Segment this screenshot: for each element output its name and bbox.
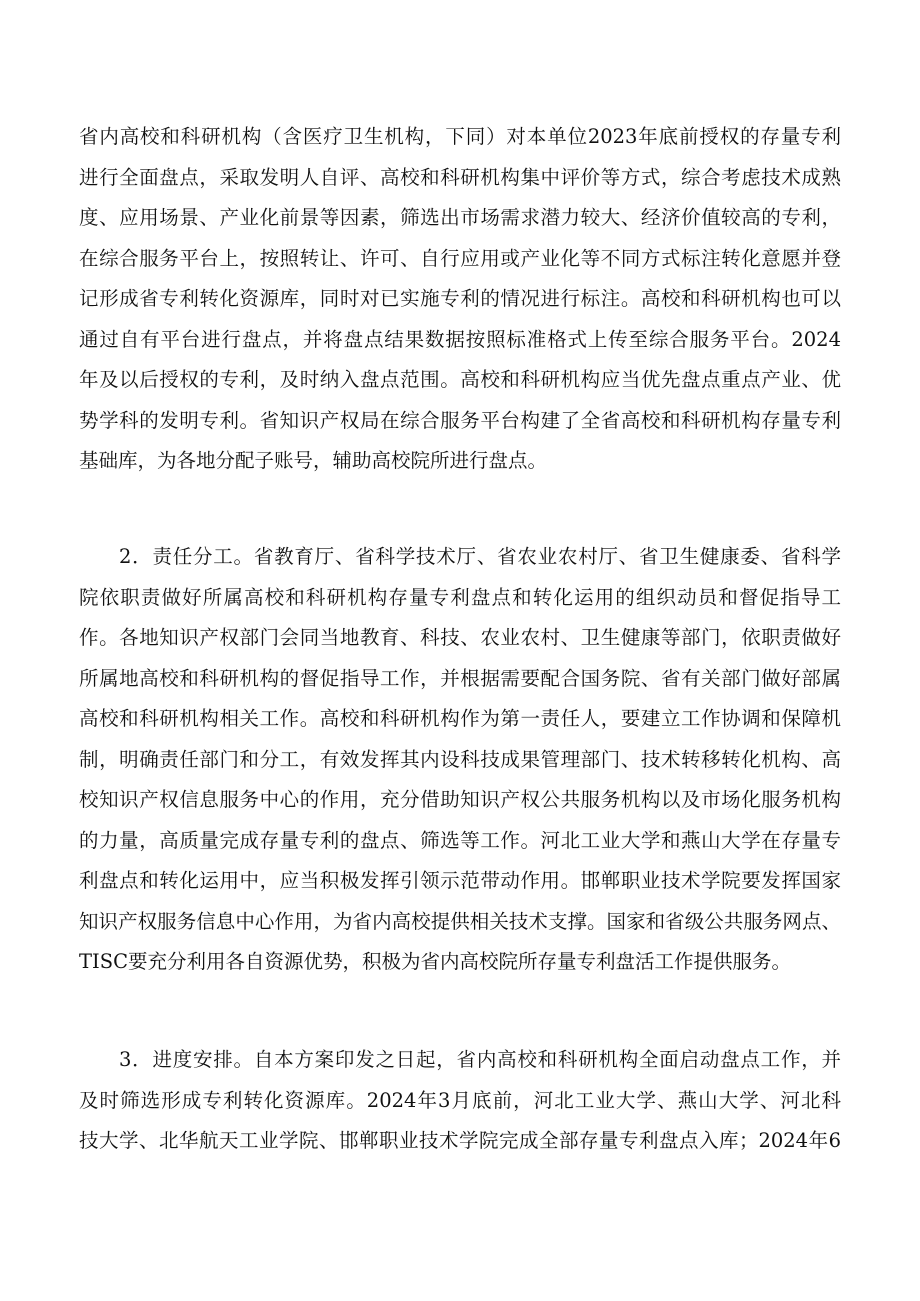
text-line: 通过自有平台进行盘点，并将盘点结果数据按照标准格式上传至综合服务平台。2024 [79,327,841,351]
paragraph-responsibility-division [79,537,841,983]
text-line: 利盘点和转化运用中，应当积极发挥引领示范带动作用。邯郸职业技术学院要发挥国家 [79,869,841,892]
text-line: 技大学、北华航天工业学院、邯郸职业技术学院完成全部存量专利盘点入库；2024年6 [79,1129,841,1152]
text-line: 院依职责做好所属高校和科研机构存量专利盘点和转化运用的组织动员和督促指导工 [79,585,841,609]
text-line: 记形成省专利转化资源库，同时对已实施专利的情况进行标注。高校和科研机构也可以 [79,287,841,310]
text-line: 省内高校和科研机构（含医疗卫生机构，下同）对本单位2023年底前授权的存量专利 [79,125,841,148]
paragraph-schedule [79,1040,841,1162]
text-line: 3．进度安排。自本方案印发之日起，省内高校和科研机构全面启动盘点工作，并 [119,1048,841,1071]
text-line: 作。各地知识产权部门会同当地教育、科技、农业农村、卫生健康等部门，依职责做好 [79,626,841,649]
text-line: 的力量，高质量完成存量专利的盘点、筛选等工作。河北工业大学和燕山大学在存量专 [79,828,841,852]
text-line: 在综合服务平台上，按照转让、许可、自行应用或产业化等不同方式标注转化意愿并登 [79,246,841,270]
text-line: 2．责任分工。省教育厅、省科学技术厅、省农业农村厅、省卫生健康委、省科学 [119,545,841,568]
text-line: 制，明确责任部门和分工，有效发挥其内设科技成果管理部门、技术转移转化机构、高 [79,747,841,771]
text-line: 知识产权服务信息中心作用，为省内高校提供相关技术支撑。国家和省级公共服务网点、 [79,909,841,933]
text-line: 高校和科研机构相关工作。高校和科研机构作为第一责任人，要建立工作协调和保障机 [79,707,841,730]
text-line: 年及以后授权的专利，及时纳入盘点范围。高校和科研机构应当优先盘点重点产业、优 [79,368,841,391]
text-line: 势学科的发明专利。省知识产权局在综合服务平台构建了全省高校和科研机构存量专利 [79,408,841,432]
text-line: 所属地高校和科研机构的督促指导工作，并根据需要配合国务院、省有关部门做好部属 [79,666,841,690]
paragraph-patent-inventory [79,117,841,482]
text-line: 及时筛选形成专利转化资源库。2024年3月底前，河北工业大学、燕山大学、河北科 [79,1088,841,1112]
text-line: 度、应用场景、产业化前景等因素，筛选出市场需求潜力较大、经济价值较高的专利， [79,206,841,229]
text-line: 基础库，为各地分配子账号，辅助高校院所进行盘点。 [79,449,548,472]
text-line: 校知识产权信息服务中心的作用，充分借助知识产权公共服务机构以及市场化服务机构 [79,788,841,811]
text-line: TISC要充分利用各自资源优势，积极为省内高校院所存量专利盘活工作提供服务。 [79,950,791,973]
text-line: 进行全面盘点，采取发明人自评、高校和科研机构集中评价等方式，综合考虑技术成熟 [79,165,841,189]
